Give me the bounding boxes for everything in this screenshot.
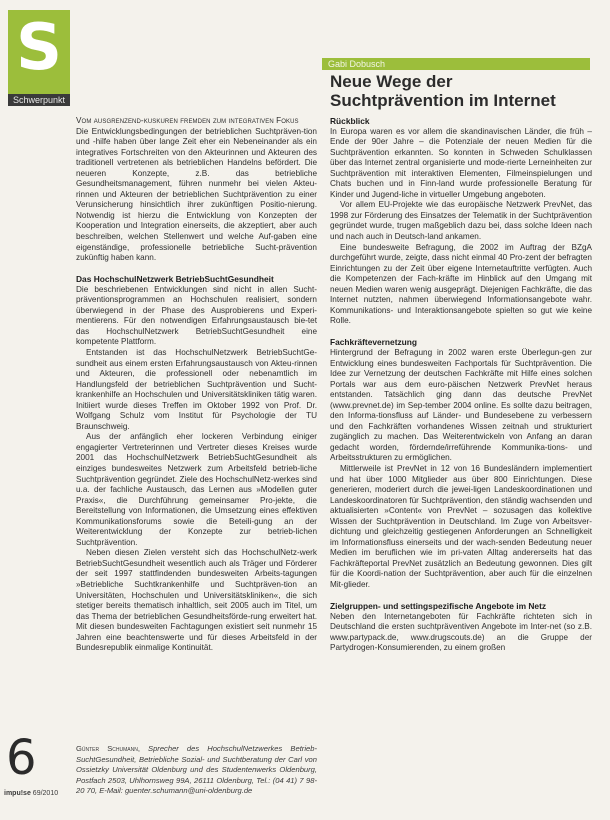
paragraph: Die beschriebenen Entwicklungen sind nicht in allen Sucht-präventionsprogrammen an Hochschulen realisiert, sondern überwiegend in der Phase des Ausprobierens und Experi-mentierens. Für den notwendigen Erfahrungsaustausch bie-tet das HochschulNetzwerk BetriebSuchtGesundheit eine kompetente Plattform.: [76, 284, 317, 347]
paragraph: Aus der anfänglich eher lockeren Verbindung einiger engagierter Vertreterinnen und Vertreter dieses Kreises wurde 2001 das HochschulNetzwerk BetriebSuchtGesundheit als einziges bundesweites Netzwerk zum Arbeitsfeld betrieb-liche Suchtprävention gegründet. Ziele des HochschulNetz-werkes sind u.a. der fachliche Austausch, das Lernen aus »Modellen guter Praxis«, die Durchführung gemeinsamer Pro-jekte, die Bereitstellung von Informationen, die Umsetzung eines effektiven Kommunikationsforums sowie die Beteili-gung an der Weiterentwicklung der Konzepte zur betrieb-lichen Suchtprävention.: [76, 432, 317, 547]
paragraph: Mittlerweile ist PrevNet in 12 von 16 Bundesländern implementiert und hat über 1000 Mitglieder aus über 800 Einrichtungen. Diese generieren, moderiert durch die jewei-ligen Landeskoordinationen und Landeskoordinatoren für Suchtprävention, den ständig wachsenden und aktualisierten »Content« von PrevNet – sozusagen das kollektive Wissen der Suchtprävention in Deutschland. Im Zuge von Arbeitsver-dichtung und gleichzeitig gestiegenen Anforderungen an Schnelligkeit im Informationsfluss einerseits und der wach-senden Bedeutung neuer Medien im beruflichen wie im pri-vaten Alltag andererseits hat das Fachkräfteportal PrevNet zusätzlich an Bedeutung gewonnen. Dies gilt für die Koordi-nation der Suchtprävention, aber auch für die einzelnen Mit-glieder.: [330, 464, 592, 590]
author-contact: Postfach 2503, Uhlhornsweg 99A, 26111 Oldenburg, Tel.: (04 41) 7 98-20 70, E-Mail: guenter.schumann@uni-oldenburg.de: [76, 775, 317, 795]
paragraph: Eine bundesweite Befragung, die 2002 im Auftrag der BZgA durchgeführt wurde, zeigte, dass nicht einmal 40 Pro-zent der befragten Einrichtungen zu der Zeit über eigene Internetauftritte verfügten. Auch die Kompetenzen der Fach-kräfte im Hinblick auf den Umgang mit neuen Medien waren wenig ausgeprägt. Diejenigen Fachkräfte, die das Internet nutzten, nahmen überwiegend Informationsangebote wahr. Kommunikations- und Interaktionsangebote spielten so gut wie keine Rolle.: [330, 242, 592, 326]
section-heading: Zielgruppen- und settingspezifische Angebote im Netz: [330, 601, 547, 612]
section-heading: Fachkräftevernetzung: [330, 337, 418, 348]
section-heading: Das HochschulNetzwerk BetriebSuchtGesundheit: [76, 274, 274, 285]
journal-name: impu!se: [4, 790, 31, 797]
paragraph: In Europa waren es vor allem die skandinavischen Länder, die früh – Ende der 90er Jahre – die Potenziale der neuen Medien für die Suchtprävention erkannten. So konnten in Schweden Schulklassen über das Internet zentral organisierte und mode-rierte Lerneinheiten zur Suchtprävention mit interaktiven Elementen, Filmeinspielungen und Chats buchen und in Finn-land wurde professionelle Beratung für Kinder und Jugend-liche in virtueller Umgebung angeboten.: [330, 126, 592, 199]
paragraph: Vor allem EU-Projekte wie das europäische Netzwerk PrevNet, das 1998 zur Förderung des Einsatzes der Telematik in der Suchtprävention gegründet wurde, trugen maßgeblich dazu bei, dass solche Ideen nach und nach auch in Deutsch-land ankamen.: [330, 200, 592, 242]
journal-label: [4, 790, 74, 797]
paragraph: Neben den Internetangeboten für Fachkräfte richteten sich in Deutschland die ersten suchtpräventiven Angebote im Inter-net (so z.B. www.partypack.de, www.drugscouts.de) an die Gruppe der Partydrogen-Konsumierenden, zu einem großen: [330, 611, 592, 653]
right-column: [330, 116, 592, 654]
author-note: [76, 744, 317, 797]
author-role: Sprecher des HochschulNetzwerkes Betrieb-SuchtGesundheit, Betriebliche Sozial- und Suchtberatung der Carl von Ossietzky Universität Oldenburg und des Studentenwerks Oldenburg,: [76, 744, 317, 774]
author-name: Günter Schumann,: [76, 744, 140, 753]
section-logo: [8, 10, 70, 94]
article-title: Neue Wege der Suchtprävention im Internet: [330, 72, 556, 110]
paragraph: Hintergrund der Befragung in 2002 waren erste Überlegun-gen zur Entwicklung eines bundesweiten Fachportals für Suchtprävention. Die Idee zur Vernetzung der deutschen Fachkräfte mit Hilfe eines solchen Portals war aus dem euro-päischen Netzwerk PrevNet heraus entstanden. Tatsächlich ging dann das deutsche PrevNet (www.prevnet.de) im Sep-tember 2004 online. Es sollte dazu beitragen, den Informa-tionsfluss auf Länder- und Bundesebene zu verbessern und den Fachkräften vorhandenes Wissen zeitnah und strukturiert zugänglich zu machen. Das Weiterentwickeln von Anfang an daran gedacht worden, fördernde/irreführende Kommunika-tions- und Arbeitsstrukturen zu ermöglichen.: [330, 347, 592, 463]
left-column: [76, 116, 317, 654]
paragraph: Die Entwicklungsbedingungen der betrieblichen Suchtpräven-tion und -hilfe haben über lange Zeit eher ein Nebeneinander als ein integratives Fortschreiten von den Akteurinnen und Akteuren des traditionell vertretenen als betrieblichen Handelns befördert. Die neueren Konzepte, z.B. das betriebliche Gesundheitsmanagement, führen nunmehr bei vielen Akteu-rinnen und Akteuren der betrieblichen Suchtprävention zu einer Verunsicherung hinsichtlich ihrer zukünftigen Positio-nierung. Notwendig ist hierzu die Entwicklung von Konzepten der Kooperation und Integration einerseits, die akzeptiert, aber auch beschreiben, welchen Stellenwert und welche Auf-gaben eine eigenständige, professionelle betriebliche Sucht-prävention zukünftig haben kann.: [76, 126, 317, 263]
section-tag: Schwerpunkt: [8, 94, 70, 106]
lead-in: Vom ausgrenzend-kuskuren fremden zum integrativen Fokus: [76, 116, 299, 125]
journal-issue: 69/2010: [32, 790, 59, 797]
section-letter: S: [15, 11, 63, 85]
paragraph: Neben diesen Zielen versteht sich das HochschulNetz-werk BetriebSuchtGesundheit wesentlich auch als Träger und Förderer der seit 1997 stattfindenden bundesweiten Arbeits-tagungen »Betriebliche Suchtkrankenhilfe und Suchtpräven-tion an Universitäten, Hochschulen und Universitätskliniken«, die sich stetiger bereits thematisch inhaltlich, seit 2005 auch im Titel, um das Thema der betrieblichen Gesundheitsförde-rung erweitert hat. Mit diesen bundesweiten Fachtagungen existiert seit nunmehr 15 Jahren eine beachtenswerte und für dieses Arbeitsfeld in der Bundesrepublik einmalige Kontinuität.: [76, 548, 317, 653]
article-author: Gabi Dobusch: [322, 58, 590, 70]
paragraph: Entstanden ist das HochschulNetzwerk BetriebSuchtGe-sundheit aus einem ersten Erfahrungsaustausch von Akteu-rinnen und Akteuren, die professionell oder nebenamtlich im Handlungsfeld der betrieblichen Suchtprävention und Sucht-krankenhilfe an Hochschulen und Universitätskliniken tätig waren. Initiiert wurde dieses Treffen im Oktober 1992 von Prof. Dr. Wolfgang Schulz vom Institut für Psychologie der TU Braunschweig.: [76, 347, 317, 431]
page-number: 6: [6, 730, 37, 786]
section-heading: Rückblick: [330, 116, 370, 126]
